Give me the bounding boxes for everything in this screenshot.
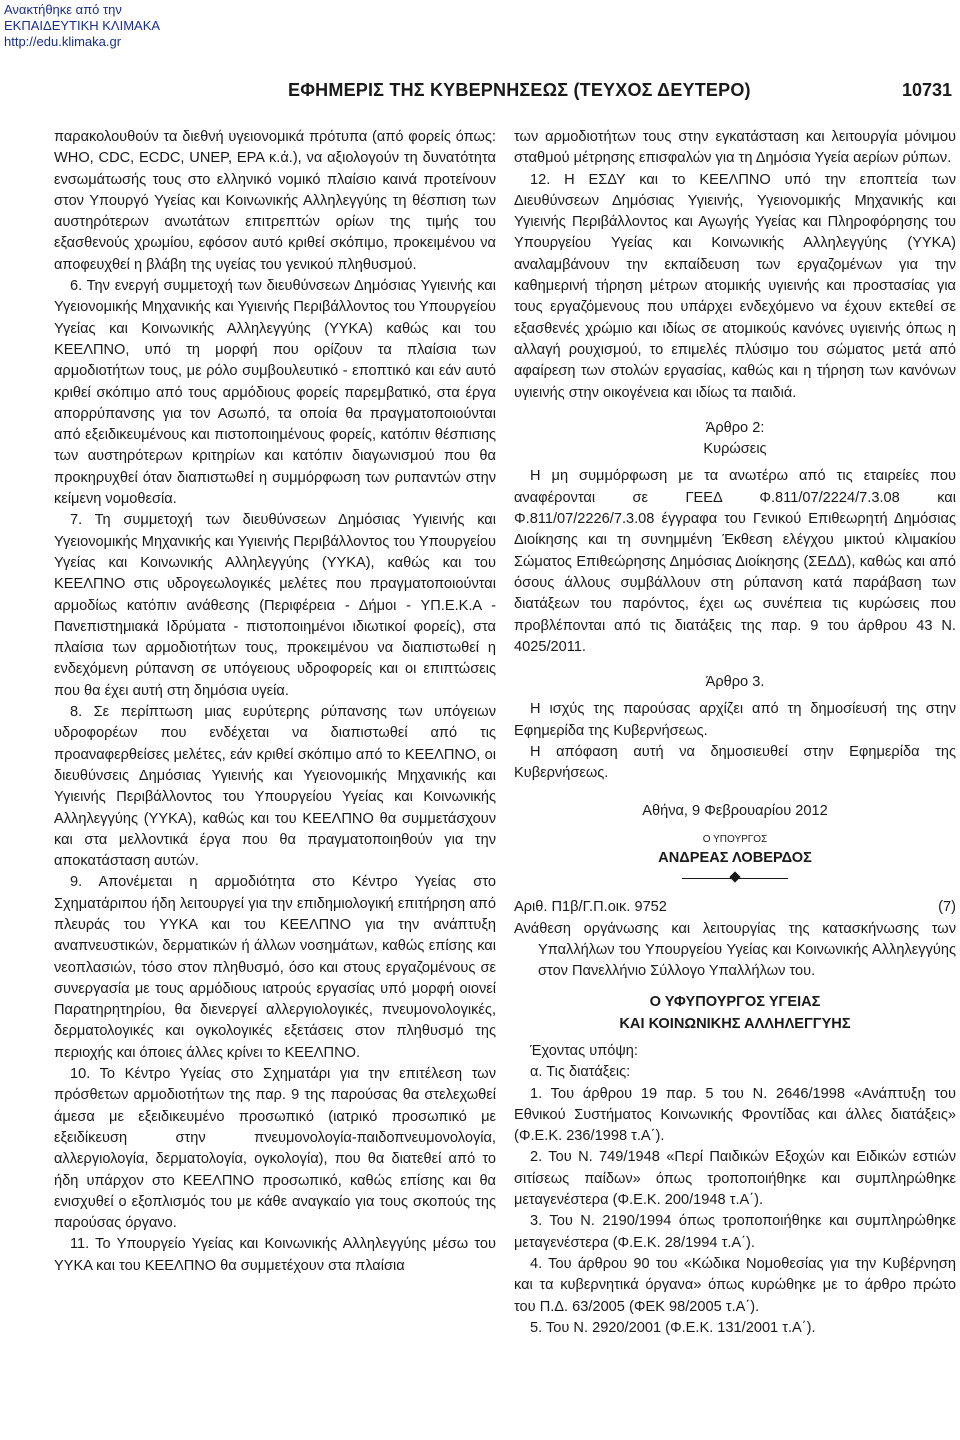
paragraph-10: 10. Το Κέντρο Υγείας στο Σχηματάρι για την επιτέλεση των πρόσθετων αρμοδιοτήτων της παρ. 9 της παρούσας θα στελεχωθεί άμεσα με εξειδικευμένο προσωπικό (ιατρικό προσωπικό με εξειδίκευση στην πνευμονολογία-παιδοπνευμονολογία, αλλεργιολογία, δερματολογία, ογκολογία), που θα διατεθεί από το ήδη υπάρχον στο ΚΕΕΛΠΝΟ προσωπικό, καθώς επίσης και θα ενισχυθεί ο εξοπλισμός του με κάθε αναγκαίο για τους σκοπούς της παρούσας όργανο. [54, 1066, 496, 1232]
decision-header [514, 897, 956, 918]
paragraph-continuation: των αρμοδιοτήτων τους στην εγκατάσταση και λειτουργία μόνιμου σταθμού μέτρησης επισφαλών για τη Δημόσια Υγεία αερίων ρύπων. [514, 129, 956, 167]
divider-diamond-icon [729, 872, 740, 883]
signature-name: ΑΝΔΡΕΑΣ ΛΟΒΕΡΔΟΣ [658, 849, 812, 866]
article-3-text-2: Η απόφαση αυτή να δημοσιευθεί στην Εφημερίδα της Κυβερνήσεως. [514, 744, 956, 782]
authority-line-2: ΚΑΙ ΚΟΙΝΩΝΙΚΗΣ ΑΛΛΗΛΕΓΓΥΗΣ [619, 1015, 851, 1032]
provision-item: 4. Του άρθρου 90 του «Κώδικα Νομοθεσίας για την Κυβέρνηση και τα κυβερνητικά όργανα» όπως κυρώθηκε με το άρθρο πρώτο του Π.Δ. 63/2005 (ΦΕΚ 98/2005 τ.Α΄). [514, 1255, 956, 1315]
provision-item: 3. Του Ν. 2190/1994 όπως τροποποιήθηκε και συμπληρώθηκε μεταγενέστερα (Φ.Ε.Κ. 28/1994 τ.Α΄). [514, 1213, 956, 1251]
signature-place-date: Αθήνα, 9 Φεβρουαρίου 2012 [642, 802, 828, 819]
provision-item: 5. Του Ν. 2920/2001 (Φ.Ε.Κ. 131/2001 τ.Α΄). [530, 1319, 816, 1336]
provisions-heading: α. Τις διατάξεις: [530, 1064, 631, 1081]
paragraph-11: 11. Το Υπουργείο Υγείας και Κοινωνικής Αλληλεγγύης μέσω του ΥΥΚΑ και του ΚΕΕΛΠΝΟ θα συμμετέχουν στα πλαίσια [54, 1236, 496, 1274]
article-3-title: Άρθρο 3. [705, 674, 765, 691]
section-divider [514, 869, 956, 889]
decision-title: Ανάθεση οργάνωσης και λειτουργίας της κατασκήνωσης των Υπαλλήλων του Υπουργείου Υγείας και Κοινωνικής Αλληλεγγύης στον Πανελλήνιο Σύλλογο Υπαλλήλων του. [514, 920, 956, 980]
paragraph-6: 6. Την ενεργή συμμετοχή των διευθύνσεων Δημόσιας Υγιεινής και Υγειονομικής Μηχανικής και Υγιεινής Περιβάλλοντος του Υπουργείου Υγείας και Κοινωνικής Αλληλεγγύης (ΥΥΚΑ) καθώς και του ΚΕΕΛΠΝΟ, υπό τη μορφή που ορίζουν τα πλαίσια των αρμοδιοτήτων τους, με ρόλο συμβουλευτικό - εποπτικό και εάν αυτό κριθεί σκόπιμο από τους αρμόδιους φορείς παρεμβατικό, στα έργα απορρύπανσης για τον Ασωπό, τα οποία θα πραγματοποιούνται από εξειδικευμένους και πιστοποιημένους φορείς, κατόπιν θέσπισης των αυστηρότερων κριτηρίων και κατόπιν διαγωνισμού που θα προκηρυχθεί όταν διαπιστωθεί η συμμόρφωση των ρυπαντών στην κείμενη νομοθεσία. [54, 278, 496, 508]
having-regard: Έχοντας υπόψη: [530, 1042, 638, 1059]
page-number: 10731 [901, 80, 952, 100]
article-2-title: Άρθρο 2: [705, 419, 765, 436]
source-watermark [4, 2, 160, 50]
source-line-2: ΕΚΠΑΙΔΕΥΤΙΚΗ ΚΛΙΜΑΚΑ [4, 18, 161, 33]
paragraph-9: 9. Απονέμεται η αρμοδιότητα στο Κέντρο Υγείας στο Σχηματάριπου ήδη λειτουργεί για την επιδημιολογική επιτήρηση από πλευράς του ΥΥΚΑ και του ΚΕΕΛΠΝΟ για την ανάπτυξη αναπνευστικών, δερματικών ή άλλων νοσημάτων, καθώς επίσης και νεοπλασιών, τόσο στον πληθυσμό, όσο και στους εργαζομένους σε συνεργασία με τους αρμόδιους ιατρούς εργασίας υπό μορφή οιονεί Παρατηρητηρίου, θα διενεργεί αλλεργιολογικές, πνευμονολογικές, δερματολογικές και ογκολογικές εξετάσεις στον πληθυσμό της περιοχής και όποιες άλλες κρίνει το ΚΕΕΛΠΝΟ. [54, 874, 496, 1061]
gazette-header [0, 80, 960, 106]
gazette-title: ΕΦΗΜΕΡΙΣ ΤΗΣ ΚΥΒΕΡΝΗΣΕΩΣ (ΤΕΥΧΟΣ ΔΕΥΤΕΡΟ) [288, 80, 751, 100]
signature-role: Ο ΥΠΟΥΡΓΟΣ [702, 833, 768, 845]
paragraph-7: 7. Τη συμμετοχή των διευθύνσεων Δημόσιας Υγιεινής και Υγειονομικής Μηχανικής και Υγιεινής Περιβάλλοντος του Υπουργείου Υγείας και Κοινωνικής Αλληλεγγύης (ΥΥΚΑ), καθώς και του ΚΕΕΛΠΝΟ στις υδρογεωλογικές μελέτες που πραγματοποιούνται αρμοδίως κατόπιν ανάθεσης (Περιφέρεια - Δήμοι - ΥΠ.Ε.Κ.Α - Πανεπιστημιακά Ιδρύματα - πιστοποιημένοι ιδιωτικοί φορείς), στα πλαίσια των αρμοδιοτήτων τους, προκειμένου να διαπιστωθεί η ενδεχόμενη ρύπανση σε υπόγειους υδροφορείς και οι επιπτώσεις που θα έχει αυτή στη δημόσια υγεία. [54, 512, 496, 699]
source-link[interactable]: http://edu.klimaka.gr [4, 34, 122, 49]
article-2-subtitle: Κυρώσεις [703, 441, 767, 458]
decision-marker: (7) [938, 899, 956, 916]
article-2-text: Η μη συμμόρφωση με τα ανωτέρω από τις εταιρείες που αναφέρονται σε ΓΕΕΔ Φ.811/07/2224/7.3.08 και Φ.811/07/2226/7.3.08 έγγραφα του Γενικού Επιθεωρητή Δημόσιας Διοίκησης και τη συνημμένη Έκθεση ελέγχου μικτού κλιμακίου Σώματος Επιθεώρησης Δημόσιας Διοίκησης (ΣΕΔΔ), καθώς και από όσους άλλους συμβάλλουν στη ρύπανση κατά παράβαση των διατάξεων του παρόντος, έχει ως συνέπεια τις κυρώσεις που προβλέπονται από τις διατάξεις της παρ. 9 του άρθρου 43 Ν. 4025/2011. [514, 468, 956, 655]
provision-item: 1. Του άρθρου 19 παρ. 5 του Ν. 2646/1998 «Ανάπτυξη του Εθνικού Συστήματος Κοινωνικής Φροντίδας και άλλες διατάξεις» (Φ.Ε.Κ. 236/1998 τ.Α΄). [514, 1085, 956, 1145]
decision-number: Αριθ. Π1β/Γ.Π.οικ. 9752 [514, 899, 667, 916]
authority-line-1: Ο ΥΦΥΠΟΥΡΓΟΣ ΥΓΕΙΑΣ [649, 994, 821, 1011]
left-column [54, 127, 496, 1277]
paragraph-intro: παρακολουθούν τα διεθνή υγειονομικά πρότυπα (από φορείς όπως: WHO, CDC, ECDC, UNEP, EPA κ.ά.), να αξιολογούν τη δυνατότητα ενσωμάτωσής τους στο ελληνικό νομικό πλαίσιο καινά προτείνουν στον Υπουργό Υγείας και Κοινωνικής Αλληλεγγύης τη θέσπιση των αυστηρότερων ανωτάτων επιτρεπτών ορίων της τιμής του εξασθενούς χρωμίου, εφόσον αυτό κριθεί σκόπιμο, προκειμένου να αποφευχθεί η βλάβη της υγείας του γενικού πληθυσμού. [54, 129, 496, 273]
source-line-1: Ανακτήθηκε από την [4, 2, 122, 17]
article-3-text-1: Η ισχύς της παρούσας αρχίζει από τη δημοσίευσή της στην Εφημερίδα της Κυβερνήσεως. [514, 701, 956, 739]
right-column [514, 127, 956, 1339]
paragraph-8: 8. Σε περίπτωση μιας ευρύτερης ρύπανσης των υπόγειων υδροφορέων που ενδέχεται να διαπιστωθεί από τις προαναφερθείσες μελέτες, εάν κριθεί σκόπιμο από το ΚΕΕΛΠΝΟ, οι διευθύνσεις Δημόσιας Υγιεινής και Υγειονομικής Μηχανικής και Υγιεινής Περιβάλλοντος του Υπουργείου Υγείας και Κοινωνικής Αλληλεγγύης (ΥΥΚΑ), καθώς και του ΚΕΕΛΠΝΟ θα συμμετάσχουν και στα μελλοντικά έργα που θα πραγματοποιηθούν για την αποκατάσταση αυτών. [54, 704, 496, 870]
provision-item: 2. Του Ν. 749/1948 «Περί Παιδικών Εξοχών και Ειδικών εστιών σιτίσεως παίδων» όπως τροποποιήθηκε και συμπληρώθηκε μεταγενέστερα (Φ.Ε.Κ. 200/1948 τ.Α΄). [514, 1149, 956, 1209]
paragraph-12: 12. Η ΕΣΔΥ και το ΚΕΕΛΠΝΟ υπό την εποπτεία των Διευθύνσεων Δημόσιας Υγιεινής, Υγειονομικής Μηχανικής και Υγιεινής Περιβάλλοντος και Αγωγής Υγείας και Πληροφόρησης του Υπουργείου Υγείας και Κοινωνικής Αλληλεγγύης (ΥΥΚΑ) αναλαμβάνουν την εκπαίδευση των εργαζομένων για την καθημερινή τήρηση μέτρων ατομικής υγιεινής και προστασίας για τους εργαζόμενους που υπάρχει ενδεχόμενο να έχουν εκτεθεί σε εξασθενές χρώμιο και ιδίως σε ατομικούς κανόνες υγιεινής όπως η αλλαγή ρουχισμού, το επιμελές πλύσιμο του σώματος μετά από αφαίρεση των στολών εργασίας, καθώς και η τήρηση των κανόνων υγιεινής στην οικογένεια και ιδίως τα παιδιά. [514, 171, 956, 401]
